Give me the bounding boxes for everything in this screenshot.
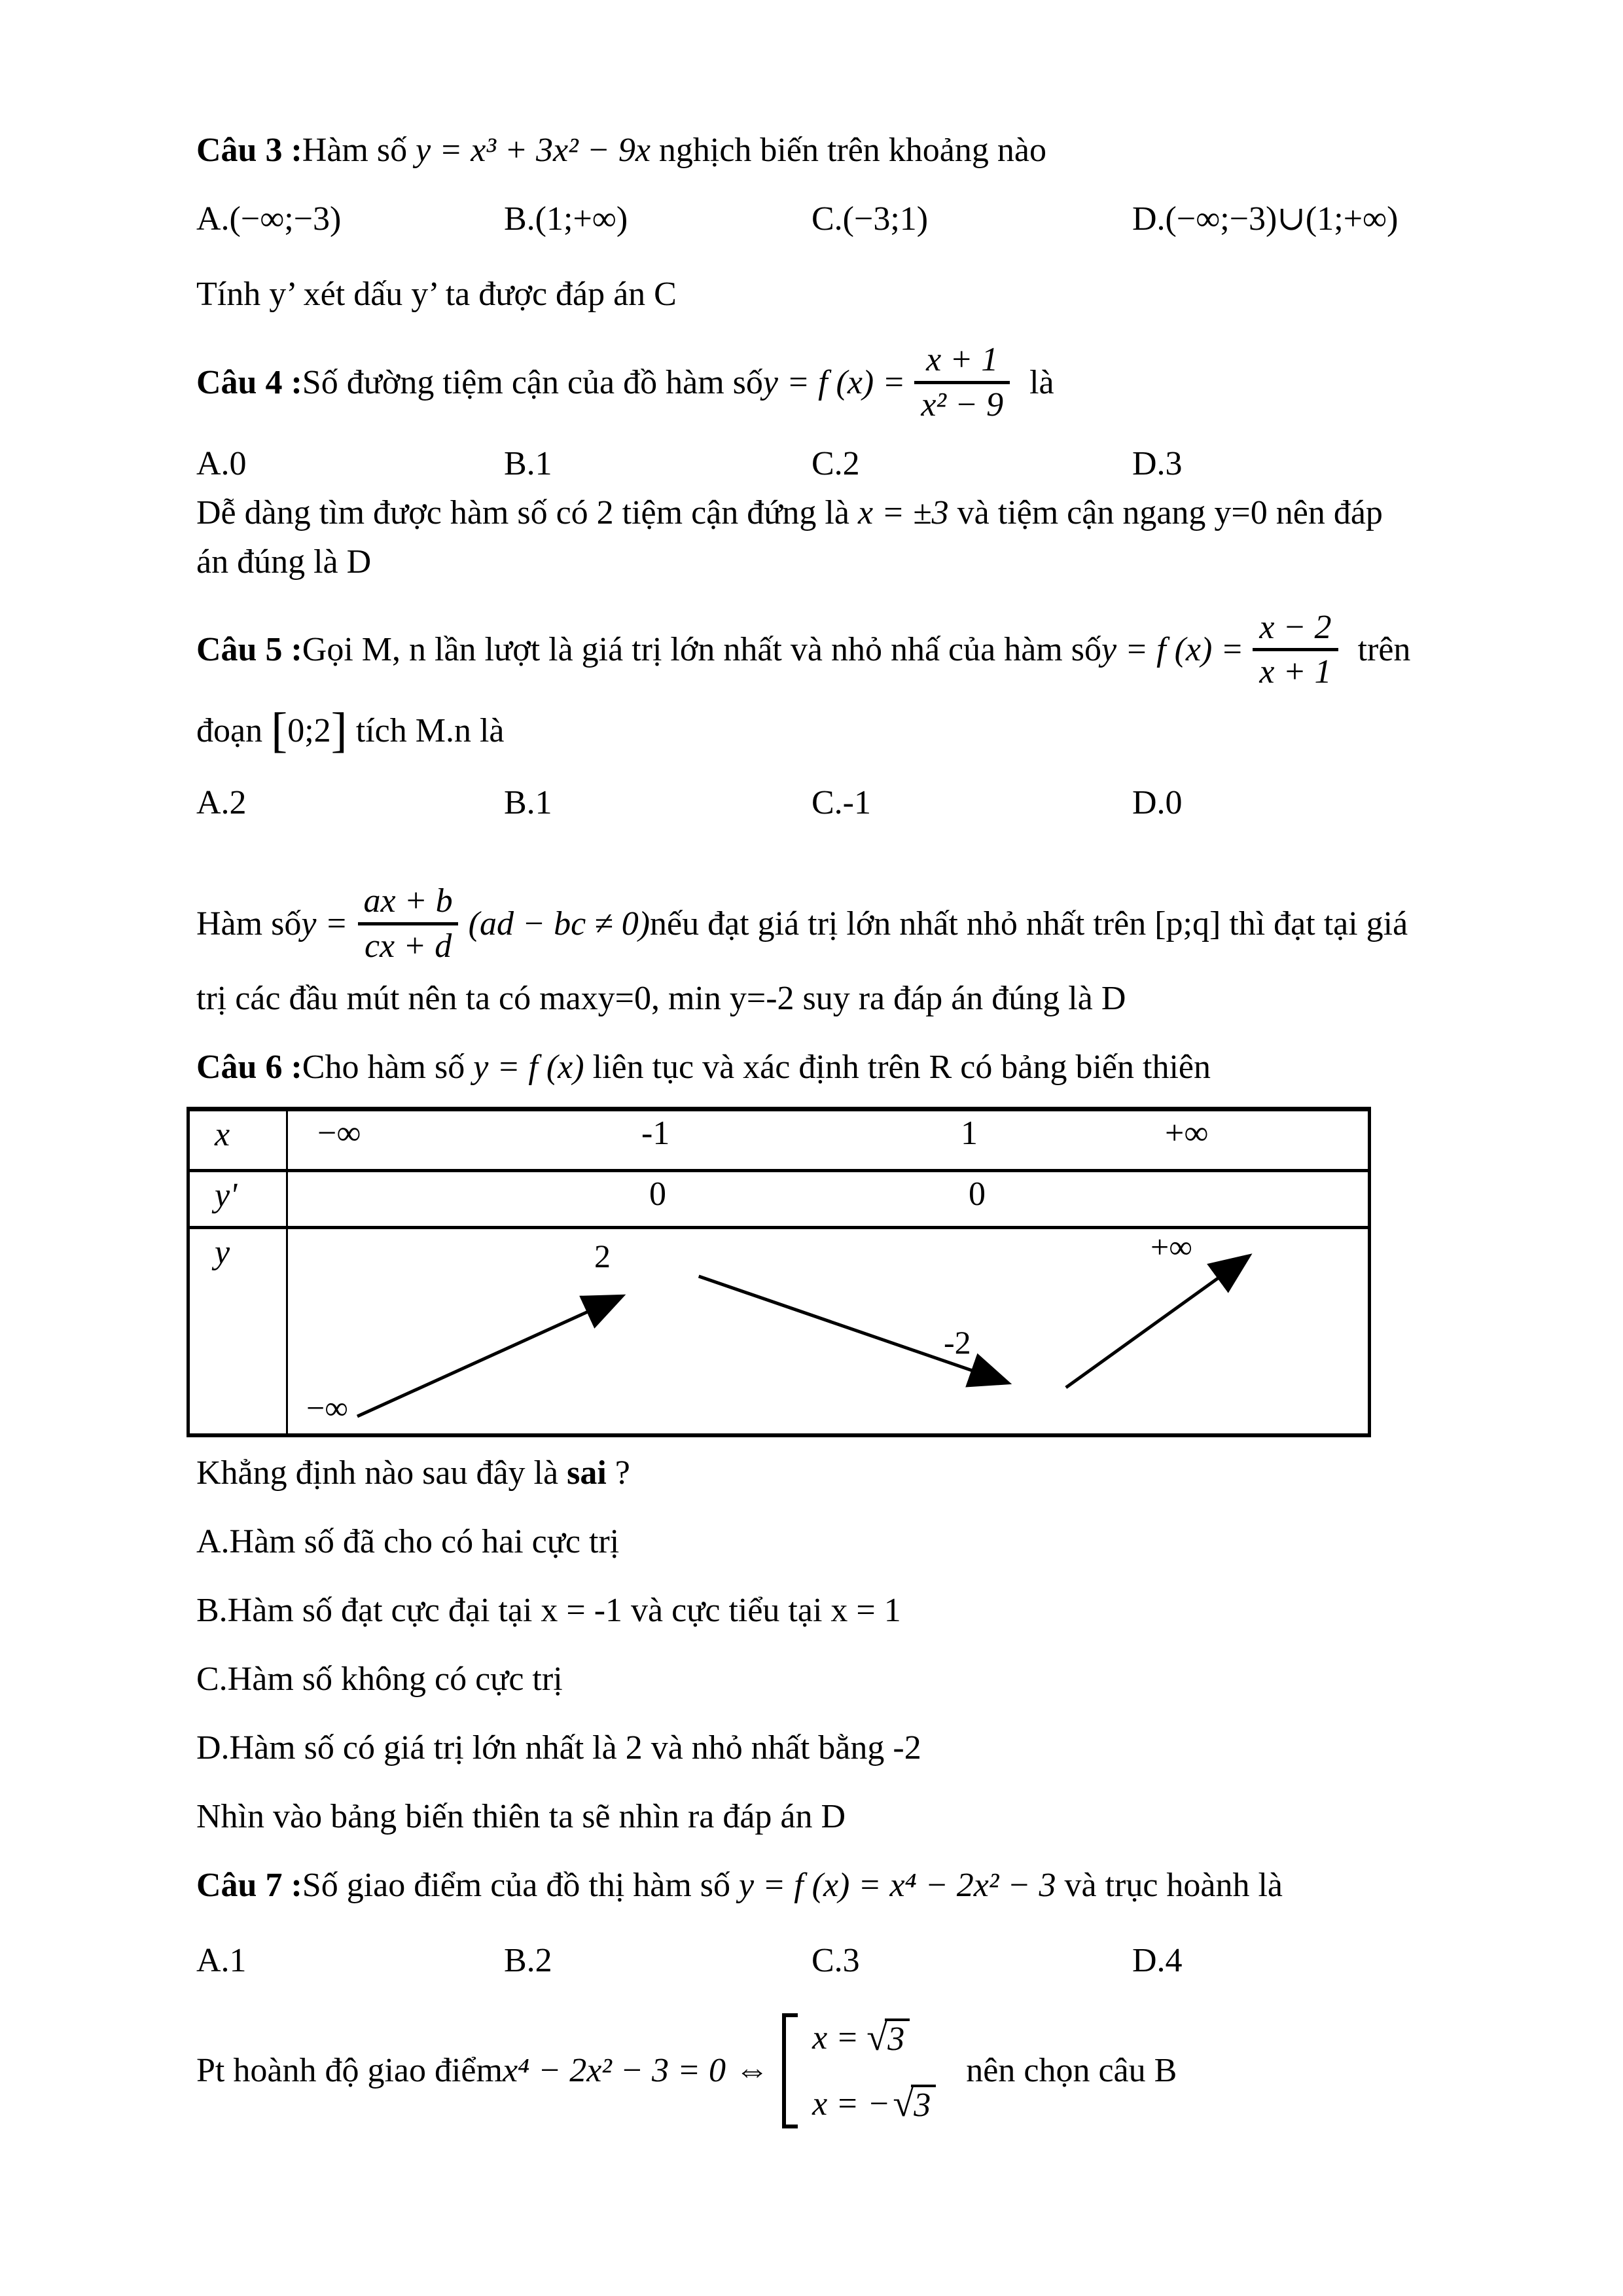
- y-row-values: [288, 1229, 1368, 1433]
- x-value-minus-1: -1: [641, 1114, 670, 1152]
- sqrt-sign: √: [893, 2082, 914, 2125]
- question-6-text-before: Cho hàm số: [302, 1048, 474, 1086]
- question-6-label: Câu 6 :: [196, 1048, 302, 1086]
- option-c: C.2: [812, 444, 860, 482]
- question-5-fraction: [1253, 608, 1338, 692]
- option-c: C.3: [812, 1941, 860, 1979]
- question-5-statement-line-2: [196, 703, 1472, 758]
- solution-equation: x⁴ − 2x² − 3 = 0: [502, 2052, 726, 2090]
- cases-body: [812, 2013, 936, 2128]
- case-positive-root: [812, 2018, 936, 2057]
- y-row-header: y: [190, 1229, 288, 1433]
- question-6-option-a: A.Hàm số đã cho có hai cực trị: [196, 1522, 620, 1560]
- statement-text-2: tích M.n là: [347, 712, 505, 750]
- arrow-increasing-2: [1066, 1259, 1244, 1388]
- y-limit-neg-infinity: −∞: [306, 1389, 348, 1426]
- question-3-formula: y = x³ + 3x² − 9x: [416, 132, 651, 169]
- option-a: A.2: [196, 784, 247, 822]
- explanation-text-before: Hàm số: [196, 905, 302, 942]
- question-5-statement: [196, 608, 1472, 692]
- option-a: A.1: [196, 1941, 247, 1979]
- x-value-1: 1: [961, 1114, 978, 1152]
- yprime-row-header: y': [190, 1172, 288, 1226]
- question-text: Khẳng định nào sau đây là: [196, 1454, 567, 1492]
- question-7-solution: [196, 2013, 1472, 2128]
- question-mark: ?: [606, 1454, 630, 1492]
- option-b: B.1: [504, 784, 552, 822]
- x-value-neg-infinity: −∞: [317, 1114, 361, 1152]
- fraction-numerator: ax + b: [363, 882, 453, 920]
- question-4-solution-line-2: án đúng là D: [196, 543, 372, 581]
- x-row-header: x: [190, 1111, 288, 1169]
- option-d: D.0: [1132, 784, 1183, 822]
- question-4-fraction: [914, 340, 1010, 425]
- question-6-option-b: B.Hàm số đạt cực đại tại x = -1 và cực tiểu tại x = 1: [196, 1591, 901, 1629]
- y-limit-pos-infinity: +∞: [1150, 1228, 1192, 1265]
- question-6-text-after: liên tục và xác định trên R có bảng biến thiên: [584, 1048, 1211, 1086]
- explanation-condition: (ad − bc ≠ 0): [468, 905, 651, 942]
- solution-math: x = ±3: [857, 493, 949, 531]
- option-b: B.(1;+∞): [504, 200, 628, 238]
- y-max-value: 2: [594, 1237, 611, 1274]
- question-4-text-after: là: [1029, 363, 1054, 401]
- option-d: D.4: [1132, 1941, 1183, 1979]
- option-b: B.1: [504, 444, 552, 482]
- sqrt-expression: [866, 2016, 910, 2059]
- question-7-label: Câu 7 :: [196, 1866, 302, 1904]
- option-a: A.0: [196, 444, 247, 482]
- interval-value: 0;2: [287, 712, 331, 750]
- question-6-option-c: C.Hàm số không có cực trị: [196, 1660, 563, 1698]
- y-trend-arrows: [288, 1229, 1368, 1433]
- sqrt-sign: √: [866, 2016, 888, 2059]
- question-7-options: [196, 1938, 1472, 1984]
- fraction-numerator: x + 1: [926, 341, 999, 378]
- right-bracket: ]: [330, 703, 348, 758]
- question-6-statement: [196, 1045, 1472, 1090]
- sqrt-radicand: 3: [885, 2018, 910, 2056]
- solution-text-before: Pt hoành độ giao điểm: [196, 2052, 503, 2090]
- question-5-text-before: Gọi M, n lần lượt là giá trị lớn nhất và nhỏ nhấ của hàm số: [302, 631, 1101, 669]
- question-6-math: y = f (x): [473, 1048, 584, 1086]
- question-6-option-d: D.Hàm số có giá trị lớn nhất là 2 và nhỏ nhất bằng -2: [196, 1729, 921, 1767]
- yprime-zero-2: 0: [969, 1175, 986, 1213]
- question-7-text-before: Số giao điểm của đồ thị hàm số: [302, 1866, 740, 1904]
- x-value-pos-infinity: +∞: [1165, 1114, 1209, 1152]
- question-4-solution-line-1: [196, 490, 1472, 536]
- explanation-fraction: [357, 882, 459, 966]
- question-4-text-before: Số đường tiệm cận của đồ hàm số: [302, 363, 763, 401]
- question-3-solution: Tính y’ xét dấu y’ ta được đáp án C: [196, 276, 677, 313]
- fraction-denominator: cx + d: [358, 922, 458, 966]
- variation-table-y-row: [190, 1229, 1368, 1433]
- explanation-text-after: nếu đạt giá trị lớn nhất nhỏ nhất trên [p;q] thì đạt tại giá: [650, 905, 1408, 942]
- left-bracket: [: [271, 703, 288, 758]
- question-5-explanation-line-2: trị các đầu mút nên ta có maxy=0, min y=-2 suy ra đáp án đúng là D: [196, 979, 1126, 1017]
- solution-text: Dễ dàng tìm được hàm số có 2 tiệm cận đứng là: [196, 493, 858, 531]
- arrow-increasing-1: [357, 1299, 617, 1416]
- variation-table-yprime-row: [190, 1172, 1368, 1229]
- iff-symbol: ⇔: [735, 2052, 770, 2090]
- cases-left-bracket-icon: [782, 2013, 798, 2128]
- case-lhs: x = −: [812, 2085, 891, 2123]
- option-d: D.3: [1132, 444, 1183, 482]
- statement-text: đoạn: [196, 712, 272, 750]
- question-3-statement: [196, 128, 1472, 173]
- sqrt-radicand: 3: [911, 2085, 936, 2123]
- explanation-lead: y =: [301, 905, 348, 942]
- question-7-statement: [196, 1863, 1472, 1909]
- case-lhs: x =: [812, 2018, 859, 2056]
- question-5-options: [196, 780, 1472, 826]
- y-min-value: -2: [944, 1323, 971, 1361]
- question-5-label: Câu 5 :: [196, 631, 302, 669]
- x-row-values: [288, 1111, 1368, 1169]
- question-3-text-before: Hàm số: [302, 132, 416, 169]
- case-negative-root: [812, 2082, 936, 2125]
- fraction-denominator: x + 1: [1253, 648, 1338, 692]
- fraction-numerator: x − 2: [1259, 608, 1332, 646]
- question-3-options: [196, 196, 1472, 242]
- question-7-formula: y = f (x) = x⁴ − 2x² − 3: [739, 1866, 1056, 1904]
- solution-text-after: nên chọn câu B: [966, 2052, 1177, 2090]
- option-a: A.(−∞;−3): [196, 200, 342, 238]
- question-5-explanation-line-1: [196, 882, 1472, 966]
- fraction-denominator: x² − 9: [914, 381, 1010, 425]
- yprime-row-values: [288, 1172, 1368, 1226]
- question-6-question-line: [196, 1450, 1472, 1496]
- question-7-text-after: và trục hoành là: [1056, 1866, 1283, 1904]
- option-c: C.-1: [812, 784, 871, 822]
- option-d: D.(−∞;−3)∪(1;+∞): [1132, 200, 1399, 238]
- sqrt-expression: [893, 2082, 936, 2125]
- variation-table: [187, 1107, 1371, 1437]
- question-5-function-lead: y = f (x) =: [1101, 631, 1244, 669]
- question-5-text-after: trên: [1357, 631, 1411, 669]
- question-3-text-after: nghịch biến trên khoảng nào: [650, 132, 1046, 169]
- option-c: C.(−3;1): [812, 200, 929, 238]
- question-4-function-lead: y = f (x) =: [762, 363, 906, 401]
- question-keyword-sai: sai: [567, 1454, 607, 1492]
- yprime-zero-1: 0: [649, 1175, 666, 1213]
- solution-text-2: và tiệm cận ngang y=0 nên đáp: [948, 493, 1383, 531]
- question-4-statement: [196, 340, 1472, 425]
- question-3-label: Câu 3 :: [196, 132, 302, 169]
- solution-cases: [782, 2013, 936, 2128]
- question-4-options: [196, 441, 1472, 487]
- question-6-solution: Nhìn vào bảng biến thiên ta sẽ nhìn ra đáp án D: [196, 1797, 846, 1835]
- option-b: B.2: [504, 1941, 552, 1979]
- question-4-label: Câu 4 :: [196, 363, 302, 401]
- variation-table-x-row: [190, 1111, 1368, 1172]
